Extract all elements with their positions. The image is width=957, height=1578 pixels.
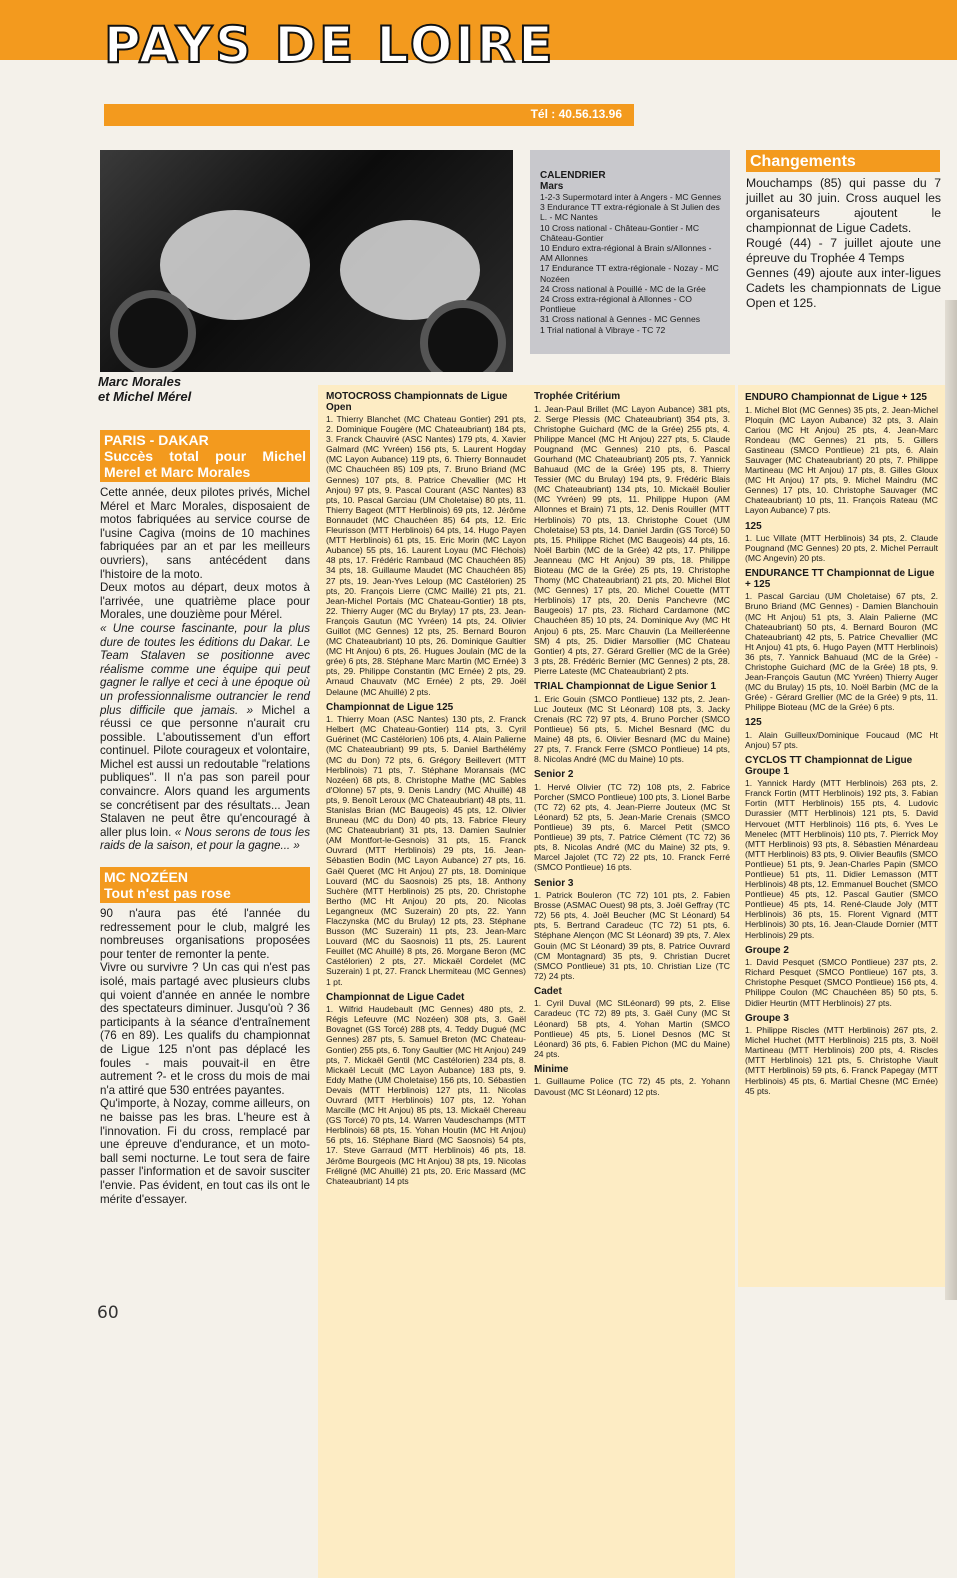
- article-kicker: MC NOZÉEN: [104, 869, 188, 886]
- results-heading: MOTOCROSS Championnats de Ligue Open: [326, 391, 508, 413]
- tel-number: Tél : 40.56.13.96: [530, 107, 622, 121]
- results-text: 1. Pascal Garciau (UM Choletaise) 67 pts, 2. Bruno Briand (MC Gennes) - Damien Blanchouin (MC Ht Anjou) 51 pts, 3. Alain Palierne (MC Chateaubriant) 50 pts, 4. Bernard Bouron (MC Chateaubriant) 42 pts, 5. Patrice Chevallier (MC Ht Anjou) 41 pts, 6. Hugo Payen (MTT Herblinois) 36 pts, 7. Yannick Bahuaud (MC de la Grée) - Christophe Guichard (MC de la Grée) 18 pts, 9. Jean-François Gautun (MC Yvréen) Thierry Auger (MC du Brulay) 15 pts, 10. Noël Barbin (MC de la Grée) - Gérard Grellier (MC de la Grée) 9 pts, 11. Philippe Bioteau (MC de la Grée) 6 pts.: [745, 591, 938, 713]
- results-column-3: [745, 393, 938, 1096]
- calendar-item: 17 Endurance TT extra-régionale - Nozay - MC Nozéen: [540, 263, 719, 284]
- caption-line: Marc Morales: [98, 374, 182, 389]
- changements-body: [746, 176, 941, 311]
- results-text: 1. David Pesquet (SMCO Pontlieue) 237 pts, 2. Richard Pesquet (SMCO Pontlieue) 167 pts, 3. Christophe Pesquet (SMCO Pontlieue) 156 pts, 4. Philippe Coulon (MC Chauchéen 85) 50 pts, 5. Didier Heurtin (MTT Herblinois) 27 pts.: [745, 957, 938, 1008]
- paris-dakar-heading: [100, 430, 310, 482]
- article-paragraph: Vivre ou survivre ? Un cas qui n'est pas isolé, mais partagé avec plusieurs clubs qui voient d'année en année le nombre des spectateurs diminuer. Jusqu'où ? 36 participants à la séance d'entraînement (76 en 89). Les qualifs du championnat de Ligue 125 n'ont pas déplacé les foules - mais pouvait-il en être autrement ?- et le cross du mois de mai n'a attiré que 530 entrées payantes.: [100, 961, 310, 1097]
- results-heading: TRIAL Championnat de Ligue Senior 1: [534, 681, 717, 693]
- changements-paragraph: Mouchamps (85) qui passe du 7 juillet au 30 juin. Cross auquel les organisateurs ajoutent le championnat de Ligue Cadets.: [746, 176, 941, 235]
- results-heading: Cadet: [534, 985, 562, 997]
- results-heading: Senior 2: [534, 769, 574, 781]
- calendar-item: 24 Cross extra-régional à Allonnes - CO Pontlieue: [540, 294, 692, 315]
- article-quote: « Une course fascinante, pour la plus dure de toutes les éditions du Dakar. Le Team Stalaven se positionne avec réalisme comme une équipe qui peut gagner le rallye et ceci à une époque où un professionnalisme outrancier le rend plus difficile que jamais. »: [100, 621, 310, 717]
- changements-paragraph: Rougé (44) - 7 juillet ajoute une épreuve du Trophée 4 Temps: [746, 236, 941, 265]
- article-headline: Tout n'est pas rose: [104, 885, 231, 902]
- calendar-list: [540, 192, 724, 335]
- results-heading: 125: [745, 717, 762, 729]
- results-text: 1. Patrick Bouleron (TC 72) 101 pts, 2. Fabien Brosse (ASMAC Ouest) 98 pts, 3. Joël Geffray (TC 72) 56 pts, 4. Joël Beucher (MC St Léonard) 54 pts, 5. Bertrand Caradeuc (TC 72) 51 pts, 6. Stéphane Alençon (MC St Léonard) 39 pts, 7. Alex Gouin (MC St Léonard) 39 pts, 8. Patrice Ouvrard (CM Montagnard) 35 pts, 9. Christian Ducret (SMCO Pontlieue) 31 pts, 10. Christian Lize (TC 72) 24 pts.: [534, 890, 730, 981]
- page-number: 60: [97, 1303, 119, 1323]
- caption-line: et Michel Mérel: [98, 389, 192, 404]
- results-heading: Championnat de Ligue Cadet: [326, 991, 465, 1003]
- results-text: 1. Wilfrid Haudebault (MC Gennes) 480 pts, 2. Régis Lefeuvre (MC Nozéen) 308 pts, 3. Gaël Bovagnet (GS Torcé) 288 pts, 4. Teddy Dugué (MC Gennes) 287 pts, 5. Samuel Breton (MC Chateau-Gontier) 255 pts, 6. Tony Gaultier (MC Ht Anjou) 249 pts, 7. Mickaël Gentil (MC Castélorien) 234 pts, 8. Mickaël Lecuit (MC Layon Aubance) 183 pts, 9. Eddy Mathe (UM Choletaise) 156 pts, 10. Sébastien Devais (MTT Herblinois) 127 pts, 11. Nicolas Ouvrard (MTT Herblinois) 107 pts, 12. Yohan Marcille (MC Ht Anjou) 85 pts, 13. Mickaël Chereau (GS Torcé) 70 pts, 14. Warren Vaudeschamps (MTT Herblinois) 68 pts, 15. Yohan Houtin (MC Ht Anjou) 56 pts, 16. Stéphane Biard (MC Saosnois) 54 pts, 17. Steve Garraud (MTT Herblinois) 46 pts, 18. Jérôme Bourgeois (MC Ht Anjou) 38 pts, 19. Nicolas Fréligné (MC Ahuillé) 21 pts, 20. Eric Massard (MC Chateaubriant) 14 pts: [326, 1004, 526, 1186]
- results-heading: Trophée Critérium: [534, 391, 621, 402]
- wheel-shape: [110, 290, 196, 372]
- calendar-month: Mars: [540, 181, 564, 192]
- page-title: PAYS DE LOIRE: [104, 16, 556, 74]
- results-text: 1. Thierry Blanchet (MC Chateau Gontier) 291 pts, 2. Dominique Fougère (MC Chateaubriant) 184 pts, 3. Franck Chauviré (ASC Nantes) 179 pts, 4. Xavier Galmard (MC Yvréen) 156 pts, 5. Laurent Hogday (MC Layon Aubance) 119 pts, 6. Thierry Bonnaudet (MC Chauchéen 85) 109 pts, 7. Bruno Briand (MC Gennes) 107 pts, 8. Patrice Chevallier (MC Ht Anjou) 97 pts, 9. Pascal Courant (ASC Nantes) 83 pts, 10. Pascal Garciau (UM Choletaise) 80 pts, 11. Thierry Bageot (MTT Herblinois) 69 pts, 12. Jérôme Bonnaudet (MC Chauchéen 85) 64 pts, 12. Eric Fleurisson (MTT Herblinois) 64 pts, 14. Hugo Payen (MTT Herblinois) 61 pts, 15. Eric Morin (MC Layon Aubance) 55 pts, 16. Laurent Loyau (MC Fléchois) 48 pts, 17. Frédéric Rambaud (MC Chauchéen 85) 34 pts, 18. Guillaume Maudet (MC Chauchéen 85) 27 pts, 19. Jean-Yves Leloup (MC Castélorien) 25 pts, 20. François Lierre (CMC Maillé) 21 pts, 21. Jean-Michel Portais (MC Chateau-Gontier) 18 pts, 22. Thierry Auger (MC du Brylay) 17 pts, 23. Jean-François Gautun (MC Yvréen) 14 pts, 24. Olivier Guillot (MC Gennes) 12 pts, 25. Bernard Bouron (MC Chateaubriant) 10 pts, 26. Dominique Gaultier (MC Ht Anjou) 6 pts, 26. Hugues Joulain (MC de la grée) 6 pts, 28. Stéphane Marc Martin (MC Ernée) 3 pts, 29. Philippe Constantin (MC Ernée) 2 pts, 29. Arnaud Chauvatv (MC Ernée) 2 pts, 29. Joël Delaune (MC Ahuillé) 2 pts.: [326, 414, 526, 697]
- results-heading: CYCLOS TT Championnat de Ligue Groupe 1: [745, 755, 913, 777]
- article-quote: « Nous serons de tous les raids de la saison, et pour la gagne... »: [100, 825, 310, 853]
- results-text: 1. Guillaume Police (TC 72) 45 pts, 2. Yohann Davoust (MC St Léonard) 12 pts.: [534, 1076, 730, 1097]
- changements-heading: Changements: [746, 150, 940, 172]
- results-text: 1. Philippe Riscles (MTT Herblinois) 267 pts, 2. Michel Huchet (MTT Herblinois) 215 pts, 3. Noël Martineau (MTT Herblinois) 200 pts, 4. Riscles (MTT Herblinois) 121 pts, 5. Christophe Viault (MTT Herblinois) 59 pts, 6. Franck Papegay (MTT Herblinois) 45 pts, 6. Martial Chesne (MC Ernée) 45 pts.: [745, 1025, 938, 1096]
- results-heading: Groupe 3: [745, 1012, 789, 1024]
- results-heading: Minime: [534, 1063, 569, 1075]
- wheel-shape: [420, 300, 506, 372]
- results-text: 1. Eric Gouin (SMCO Pontlieue) 132 pts, 2. Jean-Luc Jouteux (MC St Léonard) 108 pts, 3. Jacky Crenais (RC 72) 97 pts, 4. Bruno Porcher (SMCO Pontlieue) 56 pts, 5. Michel Besnard (MC du Maine) 48 pts, 6. Olivier Besnard (MC du Maine) 27 pts, 7. Franck Ferre (SMCO Pontlieue) 14 pts, 8. Nicolas André (MC du Maine) 10 pts.: [534, 693, 730, 765]
- article-paragraph: Cette année, deux pilotes privés, Michel Mérel et Marc Morales, disposaient de motos fabriquées au service course de l'usine Cagiva (moins de 10 machines fabriquées par an et par les meilleurs ouvriers), sans antécédent dans l'histoire de la moto.: [100, 486, 310, 581]
- left-articles: [100, 430, 310, 1206]
- page-edge-shadow: [945, 300, 957, 1300]
- article-paragraph: Deux motos au départ, deux motos à l'arrivée, une quatrième place pour Morales, une douzième pour Mérel.: [100, 581, 310, 622]
- results-column-1: [326, 392, 526, 1186]
- riders-photo: [100, 150, 513, 372]
- article-paragraph: 90 n'aura pas été l'année du redressement pour le club, malgré les nombreuses organisations proposées pour tenter de remonter la pente.: [100, 907, 310, 961]
- calendar-title: CALENDRIER: [540, 170, 606, 181]
- calendar-item: 3 Endurance TT extra-régionale à St Julien des L. - MC Nantes: [540, 202, 720, 223]
- article-headline: Succès total pour Michel Merel et Marc Morales: [104, 448, 306, 480]
- tel-bar: [104, 104, 634, 126]
- calendar-item: 24 Cross national à Pouillé - MC de la Grée: [540, 283, 706, 294]
- article-text: Michel a réussi ce que personne n'aurait cru possible. L'aboutissement d'un effort continuel. Pilote courageux et volontaire, Michel est aussi un redoutable "relations publiques". Il n'a pas son pareil pour convaincre. Alors quand les arguments se concrétisent par des résultats... Jean Stalaven ne peut être qu'encouragé à aller plus loin.: [100, 703, 310, 839]
- mc-nozeen-heading: [100, 867, 310, 903]
- photo-caption: [98, 374, 298, 404]
- results-text: 1. Yannick Hardy (MTT Herblinois) 263 pts, 2. Franck Fortin (MTT Herblinois) 192 pts, 3. Fabian Fortin (MTT Herblinois) 155 pts, 4. Ludovic Durassier (MTT Herblinois) 121 pts, 5. David Hervouet (MTT Herblinois) 116 pts, 6. Yves Le Menelec (MTT Herblinois) 110 pts, 7. Pierrick Moy (MTT Herblinois) 93 pts, 8. Sébastien Ménardeau (MTT Herblinois) 83 pts, 9. Olivier Beaufils (SMCO Pontlieue) 51 pts, 9. Jean-Charles Papin (SMCO Pontlieue) 51 pts, 11. Didier Lemasson (MTT Herblinois) 48 pts, 12. Emmanuel Bouchet (SMCO Pontlieue) 45 pts, 12. Pascal Gautier (SMCO Pontlieue) 45 pts, 14. René-Claude Joly (MTT Herblinois) 36 pts, 15. Florent Vignard (MTT Herblinois) 30 pts, 16. Jean-Claude Dornier (MTT Herblinois) 29 pts.: [745, 778, 938, 940]
- calendar-item: 31 Cross national à Gennes - MC Gennes: [540, 314, 701, 325]
- results-heading: 125: [745, 520, 762, 532]
- calendar-item: 10 Enduro extra-régional à Brain s/Allonnes - AM Allonnes: [540, 243, 712, 264]
- article-paragraph: [100, 622, 310, 853]
- results-text: 1. Jean-Paul Brillet (MC Layon Aubance) 381 pts, 2. Serge Plessis (MC Chateaubriant) 354 pts, 3. Christophe Guichard (MC de la Grée) 255 pts, 4. Philippe Mancel (MC Ht Anjou) 227 pts, 5. Claude Pougnand (MC Gennes) 210 pts, 6. Pascal Gourhand (MC Chateaubriant) 205 pts, 7. Yannick Bahuaud (MC de la Grée) 195 pts, 8. Thierry Tessier (MC du Brulay) 194 pts, 9. Frédéric Blais (MC Chateaubriant) 134 pts, 10. Mickaël Boulier (MC Yvréen) 99 pts, 11. Philippe Hupon (AM Allonnes et Brain) 71 pts, 12. Denis Rouiller (MTT Herblinois) 70 pts, 13. Christophe Couet (UM Choletaise) 53 pts, 14. Daniel Jardin (GS Torcé) 50 pts, 15. Philippe Richet (MC Baugeois) 44 pts, 16. Noël Barbin (MC de la Grée) 42 pts, 17. Philippe Jeanneau (MC Ht Anjou) 39 pts, 18. Philippe Bioteau (MC de la Grée) 25 pts, 19. Christophe Thomy (MC Chateaubriant) 21 pts, 20. Michel Blot (MC Gennes) 17 pts, 20. Michel Couette (MTT Herblinois) 17 pts, 20. Denis Panchevre (MC Baugeois) 17 pts, 23. Richard Cardamone (MC Chauchéen 85) 10 pts, 24. Dominique Avy (MC Ht Anjou) 6 pts, 25. Marc Chauvin (La Meilleréenne SM) 4 pts, 25. Didier Marsollier (MC Chateau Gontier) 4 pts, 27. Gérard Grellier (MC de la Grée) 3 pts, 28. Frédéric Bernier (MC Gennes) 2 pts, 28. Pierre Lateste (MC Chateaubriant) 2 pts.: [534, 403, 730, 676]
- results-text: 1. Thierry Moan (ASC Nantes) 130 pts, 2. Franck Helbert (MC Chateau-Gontier) 114 pts, 3. Cyril Guérinet (MC Castélorien) 106 pts, 4. Alain Palierne (MC Chateaubriant) 99 pts, 5. Daniel Barthélémy (MC du Don) 72 pts, 6. Grégory Beillevert (MTT Herblinois) 71 pts, 7. Stéphane Moransais (MC Nozéen) 68 pts, 8. Christophe Mathe (MC Sables d'Olonne) 57 pts, 9. Denis Landry (MC Ahuillé) 48 pts, 9. Benoît Leroux (MC Chateaubriant) 48 pts, 11. Stanislas Brian (MC Baugeois) 45 pts, 12. Olivier Bruneau (MC du Don) 40 pts, 13. Fabrice Fleury (MC Chateaubriant) 31 pts, 13. Damien Saulnier (AM Montfort-le-Gesnois) 31 pts, 15. Franck Ouvrard (MTT Herblinois) 29 pts, 16. Jean-Sébastien Bodin (MC Layon Aubance) 27 pts, 16. Gaël Queret (MC Ht Anjou) 27 pts, 18. Dominique Louvard (MC du Saosnois) 25 pts, 18. Anthony Suchère (MTT Herblinois) 25 pts, 20. Christophe Bertho (MC Ht Anjou) 20 pts, 20. Nicolas Legangneux (MC Suzerain) 20 pts, 22. Yann Flaczynska (MC du Brulay) 12 pts, 23. Stéphane Busson (MC Suzerain) 11 pts, 23. Jean-Marc Louvard (MC du Saosnois) 11 pts, 25. Laurent Feuillet (MC Ahuillé) 8 pts, 26. Morgane Beron (MC Castélorien) 2 pts, 27. Mickaël Cordelet (MC Suzerain) 1 pt, 27. Franck Lhermiteau (MC Gennes) 1 pt.: [326, 714, 526, 987]
- results-text: 1. Cyril Duval (MC StLéonard) 99 pts, 2. Elise Caradeuc (TC 72) 89 pts, 3. Gaël Cuny (MC St Léonard) 58 pts, 4. Yohan Martin (SMCO Pontlieue) 45 pts, 5. Lionel Desnos (MC St Léonard) 36 pts, 6. Fabien Pichon (MC du Maine) 24 pts.: [534, 998, 730, 1059]
- results-heading: Groupe 2: [745, 944, 789, 956]
- calendar-box: [530, 150, 730, 354]
- results-heading: Senior 3: [534, 877, 574, 889]
- article-kicker: PARIS - DAKAR: [104, 432, 209, 448]
- changements-paragraph: Gennes (49) ajoute aux inter-ligues Cadets les championnats de Ligue Open et 125.: [746, 266, 941, 310]
- calendar-item: 1 Trial national à Vibraye - TC 72: [540, 324, 666, 335]
- article-paragraph: Qu'importe, à Nozay, comme ailleurs, on ne baisse pas les bras. L'heure est à l'innovation. Fi du cross, remplacé par une épreuve d'endurance, et un moto-ball semi nocturne. Le tout sera de faire passer l'information et de savoir susciter l'envie. Pas évident, en tout cas ils ont le mérite d'essayer.: [100, 1097, 310, 1206]
- results-text: 1. Hervé Olivier (TC 72) 108 pts, 2. Fabrice Porcher (SMCO Pontlieue) 100 pts, 3. Lionel Barbe (TC 72) 62 pts, 4. Jean-Pierre Jouteux (MC St Léonard) 52 pts, 5. Jean-Marie Crenais (SMCO Pontlieue) 39 pts, 6. Marcel Petit (SMCO Pontlieue) 39 pts, 7. Patrice Clément (TC 72) 36 pts, 8. Nicolas André (MC du Maine) 32 pts, 9. Marcel Jajolet (TC 72) 22 pts, 10. Franck Ferré (SMCO Pontlieue) 16 pts.: [534, 781, 730, 873]
- results-heading: Championnat de Ligue 125: [326, 701, 454, 713]
- results-heading: ENDURANCE TT Championnat de Ligue + 125: [745, 568, 935, 590]
- results-column-2: [534, 392, 730, 1097]
- results-text: 1. Alain Guilleux/Dominique Foucaud (MC Ht Anjou) 57 pts.: [745, 729, 938, 751]
- results-text: 1. Luc Villate (MTT Herblinois) 34 pts, 2. Claude Pougnand (MC Gennes) 20 pts, 2. Michel Perrault (MC Angevin) 20 pts.: [745, 533, 938, 564]
- calendar-item: 1-2-3 Supermotard inter à Angers - MC Gennes: [540, 192, 722, 202]
- calendar-item: 10 Cross national - Château-Gontier - MC Château-Gontier: [540, 222, 700, 243]
- results-heading: ENDURO Championnat de Ligue + 125: [745, 392, 927, 403]
- results-text: 1. Michel Blot (MC Gennes) 35 pts, 2. Jean-Michel Ploquin (MC Layon Aubance) 32 pts, 3. Alain Cariou (MC Ht Anjou) 25 pts, 4. Jean-Marc Rondeau (MC Gennes) 21 pts, 5. Gillers Gastineau (SMCO Pontlieue) 21 pts, 6. Alain Sauvager (MC Chateaubriant) 20 pts, 7. Philippe Martineau (MC Ht Anjou) 17 pts, 8. Gilles Gloux (MC Ht Anjou) 17 pts, 9. Michel Maindru (MC Gennes) 17 pts, 10. Christophe Sauvager (MC Chateaubriant) 10 pts, 11. François Rateau (MC Layon Aubance) 7 pts.: [745, 404, 938, 516]
